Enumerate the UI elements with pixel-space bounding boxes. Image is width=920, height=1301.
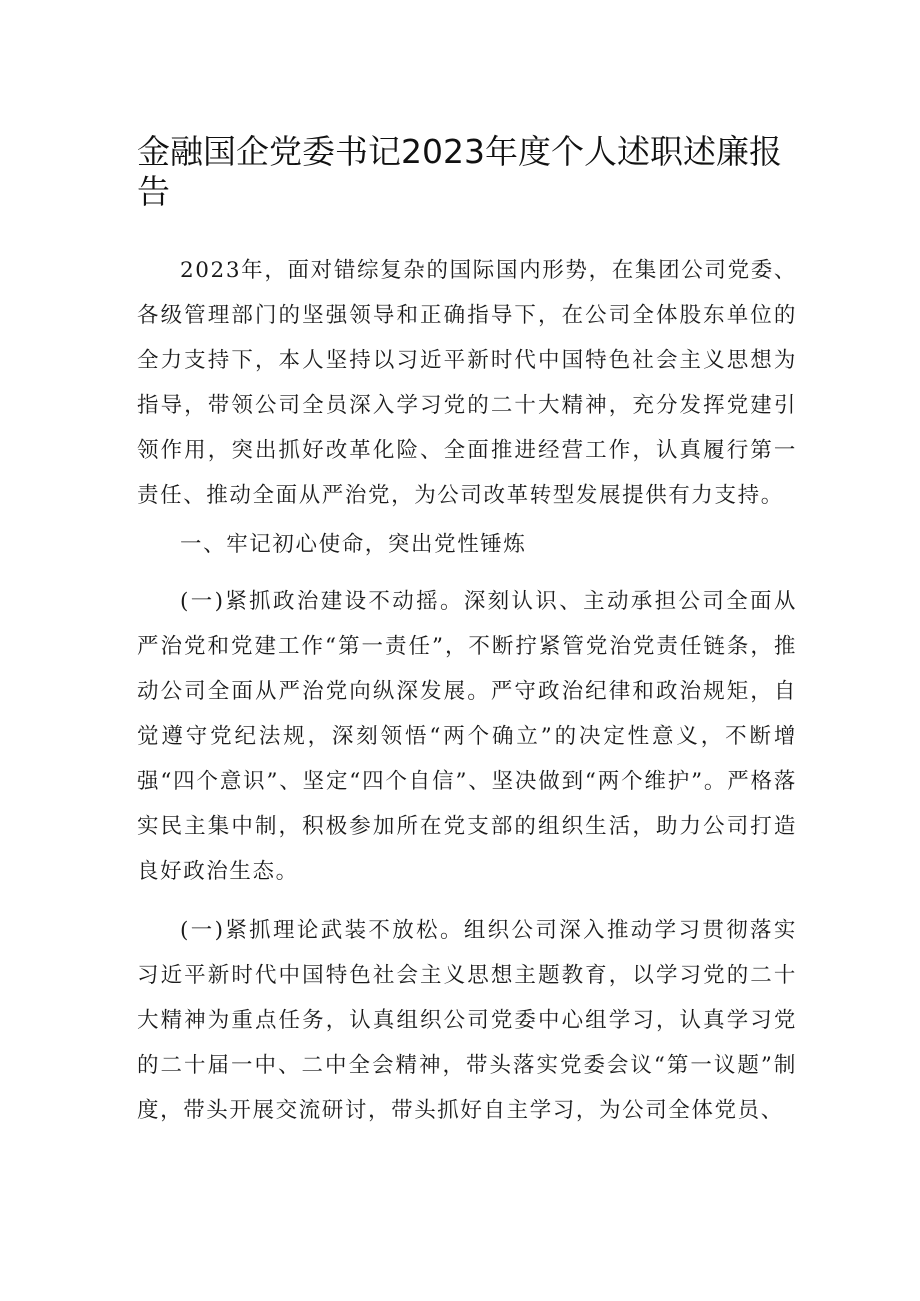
body-paragraph: (一)紧抓政治建设不动摇。深刻认识、主动承担公司全面从严治党和党建工作“第一责任”，不断拧紧管党治党责任链条，推动公司全面从严治党向纵深发展。严守政治纪律和政治规矩，自觉遵守党纪法规，深刻领悟“两个确立”的决定性意义，不断增强“四个意识”、坚定“四个自信”、坚决做到“两个维护”。严格落实民主集中制，积极参加所在党支部的组织生活，助力公司打造良好政治生态。	[137, 589, 797, 884]
section-heading: 一、牢记初心使命，突出党性锤炼	[180, 532, 527, 557]
intro-paragraph: 2023年，面对错综复杂的国际国内形势，在集团公司党委、各级管理部门的坚强领导和正确指导下，在公司全体股东单位的全力支持下，本人坚持以习近平新时代中国特色社会主义思想为指导，带领公司全员深入学习党的二十大精神，充分发挥党建引领作用，突出抓好改革化险、全面推进经营工作，认真履行第一责任、推动全面从严治党，为公司改革转型发展提供有力支持。	[137, 258, 797, 508]
document-title: 金融国企党委书记2023年度个人述职述廉报告	[137, 132, 782, 211]
body-paragraph: (一)紧抓理论武装不放松。组织公司深入推动学习贯彻落实习近平新时代中国特色社会主义思想主题教育，以学习党的二十大精神为重点任务，认真组织公司党委中心组学习，认真学习党的二十届一中、二中全会精神，带头落实党委会议“第一议题”制度，带头开展交流研讨，带头抓好自主学习，为公司全体党员、	[137, 918, 797, 1123]
document-body	[137, 248, 797, 1133]
